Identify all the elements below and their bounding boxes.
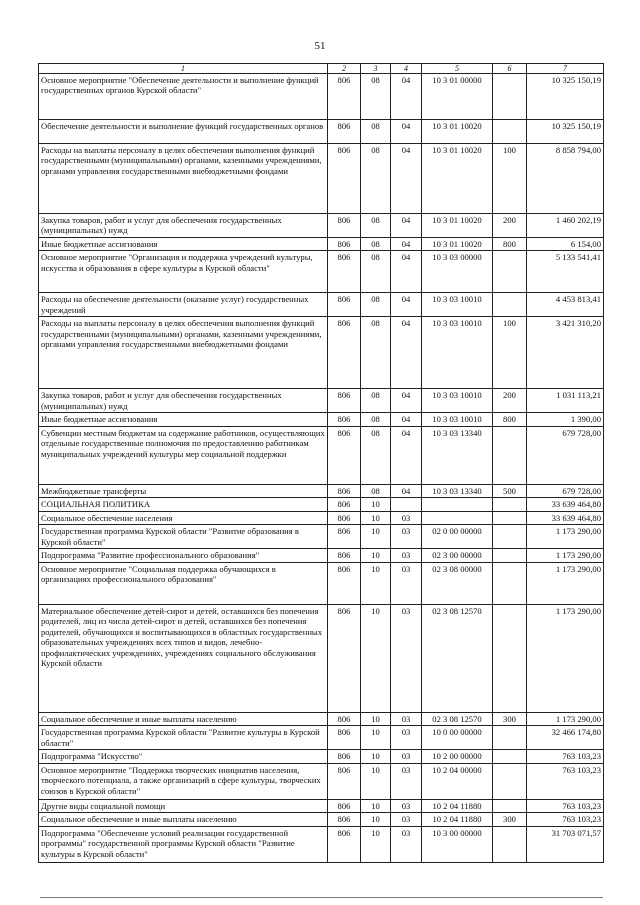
row-c6-cell bbox=[493, 604, 527, 712]
row-c4-cell: 03 bbox=[391, 525, 422, 549]
row-name-cell: Основное мероприятие "Обеспечение деятельности и выполнение функций государственных органов Курской области" bbox=[39, 74, 328, 120]
row-c5-cell: 02 0 00 00000 bbox=[422, 525, 493, 549]
table-row bbox=[39, 484, 604, 497]
row-c6-cell bbox=[493, 120, 527, 144]
row-c4-cell: 03 bbox=[391, 763, 422, 799]
row-c7-cell: 679 728,00 bbox=[527, 484, 604, 497]
row-c5-cell: 10 3 01 10020 bbox=[422, 238, 493, 251]
row-c6-cell bbox=[493, 426, 527, 484]
row-c2-cell: 806 bbox=[328, 317, 361, 389]
header-col-1: 1 bbox=[39, 64, 328, 74]
row-c5-cell: 10 3 03 13340 bbox=[422, 426, 493, 484]
row-c7-cell: 1 173 290,00 bbox=[527, 562, 604, 604]
row-c2-cell: 806 bbox=[328, 525, 361, 549]
row-c6-cell: 200 bbox=[493, 389, 527, 413]
table-row bbox=[39, 799, 604, 812]
row-c4-cell: 04 bbox=[391, 413, 422, 426]
row-c3-cell: 10 bbox=[361, 726, 391, 750]
row-c2-cell: 806 bbox=[328, 389, 361, 413]
row-c2-cell: 806 bbox=[328, 763, 361, 799]
row-name-cell: Государственная программа Курской области "Развитие культуры в Курской области" bbox=[39, 726, 328, 750]
row-name-cell: Субвенции местным бюджетам на содержание работников, осуществляющих отдельные государственные полномочия по предоставлению работникам муниципальных учреждений культуры мер социальной поддержки bbox=[39, 426, 328, 484]
row-c6-cell: 100 bbox=[493, 317, 527, 389]
row-c5-cell: 10 3 01 10020 bbox=[422, 120, 493, 144]
row-c5-cell: 02 3 08 12570 bbox=[422, 712, 493, 725]
row-c3-cell: 08 bbox=[361, 389, 391, 413]
header-col-4: 4 bbox=[391, 64, 422, 74]
row-c2-cell: 806 bbox=[328, 238, 361, 251]
row-c5-cell: 10 3 03 10010 bbox=[422, 293, 493, 317]
row-c4-cell: 04 bbox=[391, 238, 422, 251]
table-row bbox=[39, 74, 604, 120]
table-row bbox=[39, 389, 604, 413]
table-row bbox=[39, 726, 604, 750]
row-c4-cell: 03 bbox=[391, 826, 422, 862]
row-c4-cell: 04 bbox=[391, 144, 422, 214]
row-c3-cell: 10 bbox=[361, 604, 391, 712]
row-c2-cell: 806 bbox=[328, 604, 361, 712]
row-c5-cell bbox=[422, 498, 493, 511]
row-c7-cell: 6 154,00 bbox=[527, 238, 604, 251]
row-c3-cell: 08 bbox=[361, 120, 391, 144]
row-c7-cell: 1 173 290,00 bbox=[527, 549, 604, 562]
row-c4-cell: 03 bbox=[391, 799, 422, 812]
row-name-cell: Подпрограмма "Обеспечение условий реализации государственной программы" государственной программы Курской области "Развитие культуры в Курской области" bbox=[39, 826, 328, 862]
row-c2-cell: 806 bbox=[328, 484, 361, 497]
row-c7-cell: 10 325 150,19 bbox=[527, 120, 604, 144]
row-c6-cell bbox=[493, 799, 527, 812]
row-c4-cell: 04 bbox=[391, 389, 422, 413]
row-c5-cell: 02 3 08 00000 bbox=[422, 562, 493, 604]
row-c5-cell: 02 3 08 12570 bbox=[422, 604, 493, 712]
row-c3-cell: 08 bbox=[361, 238, 391, 251]
table-row bbox=[39, 251, 604, 293]
row-c6-cell bbox=[493, 525, 527, 549]
row-c3-cell: 10 bbox=[361, 712, 391, 725]
row-c7-cell: 4 453 813,41 bbox=[527, 293, 604, 317]
row-c6-cell bbox=[493, 251, 527, 293]
row-c7-cell: 763 103,23 bbox=[527, 750, 604, 763]
row-c4-cell: 03 bbox=[391, 750, 422, 763]
row-c7-cell: 763 103,23 bbox=[527, 799, 604, 812]
row-c7-cell: 1 173 290,00 bbox=[527, 604, 604, 712]
row-c7-cell: 3 421 310,20 bbox=[527, 317, 604, 389]
table-row bbox=[39, 426, 604, 484]
row-c7-cell: 1 460 202,19 bbox=[527, 214, 604, 238]
row-c3-cell: 10 bbox=[361, 763, 391, 799]
row-c3-cell: 08 bbox=[361, 144, 391, 214]
row-c4-cell: 04 bbox=[391, 251, 422, 293]
row-c7-cell: 1 173 290,00 bbox=[527, 712, 604, 725]
row-name-cell: Закупка товаров, работ и услуг для обеспечения государственных (муниципальных) нужд bbox=[39, 389, 328, 413]
row-c6-cell bbox=[493, 549, 527, 562]
row-c2-cell: 806 bbox=[328, 74, 361, 120]
row-c5-cell: 10 3 00 00000 bbox=[422, 826, 493, 862]
row-c5-cell: 10 2 04 00000 bbox=[422, 763, 493, 799]
row-c2-cell: 806 bbox=[328, 726, 361, 750]
row-c5-cell: 10 3 03 00000 bbox=[422, 251, 493, 293]
row-c5-cell: 10 2 00 00000 bbox=[422, 750, 493, 763]
row-c6-cell: 300 bbox=[493, 813, 527, 826]
table-row bbox=[39, 826, 604, 862]
row-name-cell: Основное мероприятие "Поддержка творческих инициатив населения, творческого потенциала, а также организаций в сфере культуры, творческих союзов в Курской области" bbox=[39, 763, 328, 799]
table-row bbox=[39, 511, 604, 524]
row-c6-cell bbox=[493, 293, 527, 317]
row-c6-cell bbox=[493, 826, 527, 862]
row-c3-cell: 10 bbox=[361, 826, 391, 862]
row-c5-cell: 10 3 03 10010 bbox=[422, 389, 493, 413]
row-c6-cell bbox=[493, 562, 527, 604]
row-c3-cell: 10 bbox=[361, 549, 391, 562]
row-c4-cell: 04 bbox=[391, 426, 422, 484]
row-c3-cell: 08 bbox=[361, 426, 391, 484]
row-name-cell: СОЦИАЛЬНАЯ ПОЛИТИКА bbox=[39, 498, 328, 511]
row-name-cell: Социальное обеспечение населения bbox=[39, 511, 328, 524]
row-c3-cell: 08 bbox=[361, 251, 391, 293]
row-c6-cell bbox=[493, 74, 527, 120]
table-row bbox=[39, 214, 604, 238]
table-row bbox=[39, 317, 604, 389]
row-c4-cell: 03 bbox=[391, 549, 422, 562]
row-c4-cell: 04 bbox=[391, 317, 422, 389]
row-name-cell: Подпрограмма "Искусство" bbox=[39, 750, 328, 763]
row-c5-cell: 10 0 00 00000 bbox=[422, 726, 493, 750]
row-c5-cell: 10 3 03 10010 bbox=[422, 413, 493, 426]
table-row bbox=[39, 120, 604, 144]
row-c3-cell: 10 bbox=[361, 799, 391, 812]
row-c3-cell: 08 bbox=[361, 214, 391, 238]
row-c4-cell: 04 bbox=[391, 484, 422, 497]
row-c5-cell: 10 2 04 11880 bbox=[422, 813, 493, 826]
row-c6-cell bbox=[493, 763, 527, 799]
row-c6-cell bbox=[493, 498, 527, 511]
row-c6-cell bbox=[493, 726, 527, 750]
row-c5-cell: 10 3 01 10020 bbox=[422, 144, 493, 214]
row-name-cell: Обеспечение деятельности и выполнение функций государственных органов bbox=[39, 120, 328, 144]
row-c7-cell: 33 639 464,80 bbox=[527, 498, 604, 511]
row-c5-cell: 10 2 04 11880 bbox=[422, 799, 493, 812]
page-number: 51 bbox=[314, 40, 326, 52]
row-name-cell: Социальное обеспечение и иные выплаты населению bbox=[39, 813, 328, 826]
row-c4-cell: 04 bbox=[391, 214, 422, 238]
table-row bbox=[39, 549, 604, 562]
row-c2-cell: 806 bbox=[328, 826, 361, 862]
header-col-2: 2 bbox=[328, 64, 361, 74]
row-c4-cell: 04 bbox=[391, 74, 422, 120]
table-header-row bbox=[39, 64, 604, 74]
row-name-cell: Расходы на выплаты персоналу в целях обеспечения выполнения функций государственными (муниципальными) органами, казенными учреждениями, органами управления государственными внебюджетными фондами bbox=[39, 144, 328, 214]
row-c7-cell: 10 325 150,19 bbox=[527, 74, 604, 120]
row-c2-cell: 806 bbox=[328, 120, 361, 144]
row-c2-cell: 806 bbox=[328, 799, 361, 812]
row-c3-cell: 08 bbox=[361, 74, 391, 120]
row-c2-cell: 806 bbox=[328, 426, 361, 484]
row-c2-cell: 806 bbox=[328, 413, 361, 426]
row-c2-cell: 806 bbox=[328, 293, 361, 317]
row-c4-cell: 03 bbox=[391, 511, 422, 524]
row-name-cell: Социальное обеспечение и иные выплаты населению bbox=[39, 712, 328, 725]
row-c3-cell: 10 bbox=[361, 813, 391, 826]
table-row bbox=[39, 525, 604, 549]
row-c4-cell: 04 bbox=[391, 120, 422, 144]
header-col-3: 3 bbox=[361, 64, 391, 74]
row-c7-cell: 33 639 464,80 bbox=[527, 511, 604, 524]
row-name-cell: Иные бюджетные ассигнования bbox=[39, 413, 328, 426]
header-col-6: 6 bbox=[493, 64, 527, 74]
row-c3-cell: 10 bbox=[361, 511, 391, 524]
table-row bbox=[39, 498, 604, 511]
row-c5-cell: 10 3 01 00000 bbox=[422, 74, 493, 120]
row-c5-cell: 02 3 00 00000 bbox=[422, 549, 493, 562]
row-c6-cell: 200 bbox=[493, 214, 527, 238]
row-c4-cell: 03 bbox=[391, 712, 422, 725]
row-c5-cell bbox=[422, 511, 493, 524]
row-name-cell: Материальное обеспечение детей-сирот и детей, оставшихся без попечения родителей, лиц из числа детей-сирот и детей, оставшихся без попечения родителей, обучающихся и воспитывающихся в областных государственных образовательных учреждениях всех типов и видов, лечебно-профилактических учреждениях, учреждениях социального обслуживания Курской области bbox=[39, 604, 328, 712]
row-c7-cell: 1 390,00 bbox=[527, 413, 604, 426]
row-c7-cell: 5 133 541,41 bbox=[527, 251, 604, 293]
row-c6-cell bbox=[493, 750, 527, 763]
header-col-5: 5 bbox=[422, 64, 493, 74]
row-name-cell: Другие виды социальной помощи bbox=[39, 799, 328, 812]
row-c6-cell bbox=[493, 511, 527, 524]
row-c2-cell: 806 bbox=[328, 251, 361, 293]
table-row bbox=[39, 238, 604, 251]
row-c2-cell: 806 bbox=[328, 214, 361, 238]
header-col-7: 7 bbox=[527, 64, 604, 74]
row-c3-cell: 10 bbox=[361, 525, 391, 549]
row-c2-cell: 806 bbox=[328, 562, 361, 604]
row-c7-cell: 763 103,23 bbox=[527, 763, 604, 799]
row-name-cell: Иные бюджетные ассигнования bbox=[39, 238, 328, 251]
row-c2-cell: 806 bbox=[328, 511, 361, 524]
row-c3-cell: 10 bbox=[361, 562, 391, 604]
row-c2-cell: 806 bbox=[328, 750, 361, 763]
row-c3-cell: 08 bbox=[361, 293, 391, 317]
row-c3-cell: 08 bbox=[361, 484, 391, 497]
row-c4-cell: 03 bbox=[391, 726, 422, 750]
row-c6-cell: 800 bbox=[493, 238, 527, 251]
row-c6-cell: 100 bbox=[493, 144, 527, 214]
row-c3-cell: 10 bbox=[361, 498, 391, 511]
table-row bbox=[39, 604, 604, 712]
row-c7-cell: 1 031 113,21 bbox=[527, 389, 604, 413]
table-row bbox=[39, 813, 604, 826]
row-c7-cell: 8 858 794,00 bbox=[527, 144, 604, 214]
row-name-cell: Подпрограмма "Развитие профессионального образования" bbox=[39, 549, 328, 562]
table-row bbox=[39, 562, 604, 604]
row-c2-cell: 806 bbox=[328, 813, 361, 826]
row-name-cell: Расходы на выплаты персоналу в целях обеспечения выполнения функций государственными (муниципальными) органами, казенными учреждениями, органами управления государственными внебюджетными фондами bbox=[39, 317, 328, 389]
table-row bbox=[39, 712, 604, 725]
row-c7-cell: 1 173 290,00 bbox=[527, 525, 604, 549]
table-row bbox=[39, 763, 604, 799]
budget-table bbox=[38, 63, 604, 863]
row-c4-cell: 03 bbox=[391, 604, 422, 712]
row-c5-cell: 10 3 03 13340 bbox=[422, 484, 493, 497]
row-c5-cell: 10 3 03 10010 bbox=[422, 317, 493, 389]
row-c2-cell: 806 bbox=[328, 498, 361, 511]
row-c3-cell: 10 bbox=[361, 750, 391, 763]
row-name-cell: Закупка товаров, работ и услуг для обеспечения государственных (муниципальных) нужд bbox=[39, 214, 328, 238]
page-bottom-rule bbox=[40, 897, 603, 898]
row-c2-cell: 806 bbox=[328, 549, 361, 562]
row-name-cell: Межбюджетные трансферты bbox=[39, 484, 328, 497]
table-row bbox=[39, 293, 604, 317]
row-name-cell: Расходы на обеспечение деятельности (оказание услуг) государственных учреждений bbox=[39, 293, 328, 317]
row-name-cell: Государственная программа Курской области "Развитие образования в Курской области" bbox=[39, 525, 328, 549]
row-c3-cell: 08 bbox=[361, 317, 391, 389]
row-c6-cell: 800 bbox=[493, 413, 527, 426]
row-c7-cell: 679 728,00 bbox=[527, 426, 604, 484]
table-row bbox=[39, 144, 604, 214]
row-c4-cell: 03 bbox=[391, 562, 422, 604]
row-c5-cell: 10 3 01 10020 bbox=[422, 214, 493, 238]
row-c6-cell: 300 bbox=[493, 712, 527, 725]
row-c2-cell: 806 bbox=[328, 144, 361, 214]
row-c7-cell: 763 103,23 bbox=[527, 813, 604, 826]
row-name-cell: Основное мероприятие "Организация и поддержка учреждений культуры, искусства и образования в сфере культуры в Курской области" bbox=[39, 251, 328, 293]
row-c4-cell: 04 bbox=[391, 293, 422, 317]
row-c6-cell: 500 bbox=[493, 484, 527, 497]
table-row bbox=[39, 413, 604, 426]
row-c7-cell: 32 466 174,80 bbox=[527, 726, 604, 750]
row-c7-cell: 31 703 071,57 bbox=[527, 826, 604, 862]
table-row bbox=[39, 750, 604, 763]
row-c4-cell bbox=[391, 498, 422, 511]
row-name-cell: Основное мероприятие "Социальная поддержка обучающихся в организациях профессионального образования" bbox=[39, 562, 328, 604]
row-c2-cell: 806 bbox=[328, 712, 361, 725]
row-c3-cell: 08 bbox=[361, 413, 391, 426]
row-c4-cell: 03 bbox=[391, 813, 422, 826]
